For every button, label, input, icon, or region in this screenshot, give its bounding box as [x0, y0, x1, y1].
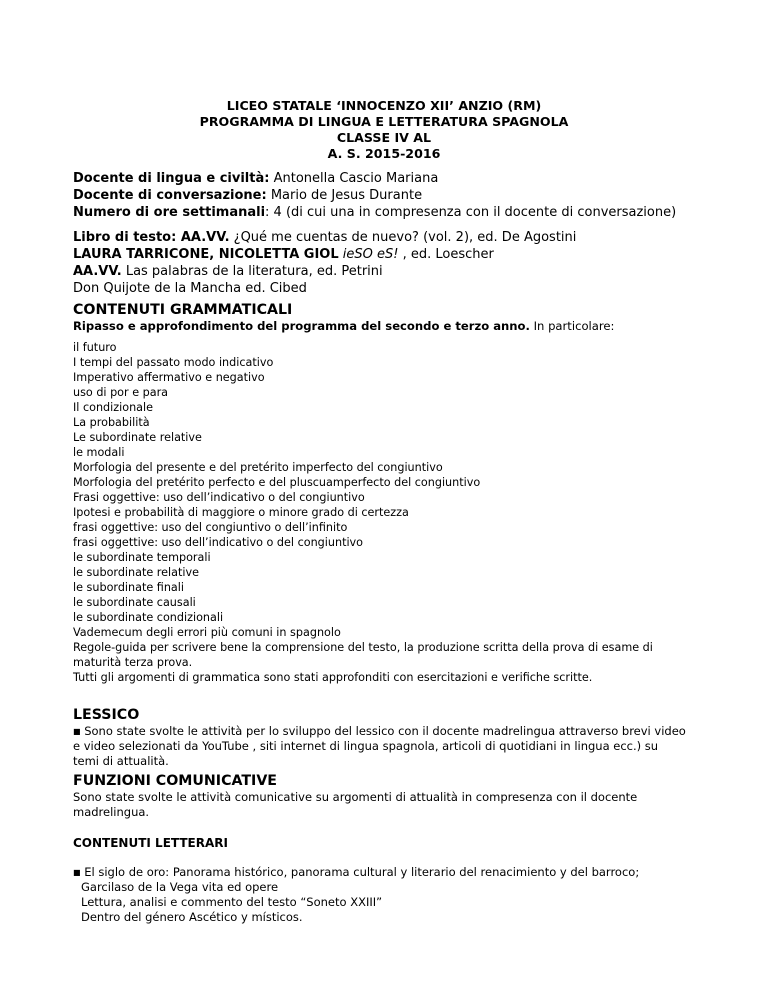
lessico-line [73, 724, 713, 739]
list-item: le subordinate causali [73, 596, 196, 609]
grammatica-intro [73, 319, 713, 334]
book-3-label: AA.VV. [73, 264, 122, 279]
class-label: CLASSE IV AL [336, 130, 432, 145]
square-bullet-icon: ■ [73, 868, 81, 877]
ore-label: Numero di ore settimanali [73, 205, 266, 220]
funzioni-title: FUNZIONI COMUNICATIVE [73, 773, 277, 789]
book-3-value: Las palabras de la literatura, ed. Petrini [121, 264, 383, 279]
letterari-line: Dentro del género Ascético y místicos. [81, 910, 303, 924]
letterari-title: CONTENUTI LETTERARI [73, 836, 228, 850]
list-item: Ipotesi e probabilità di maggiore o minore grado di certezza [73, 506, 409, 519]
list-item: Regole-guida per scrivere bene la comprensione del testo, la produzione scritta della prova di esame di [73, 641, 653, 654]
letterari-section [73, 836, 713, 851]
book-2-authors: LAURA TARRICONE, NICOLETTA GIOL [73, 247, 339, 262]
conversazione-label: Docente di conversazione: [73, 188, 267, 203]
square-bullet-icon: ■ [73, 727, 81, 736]
lessico-line: e video selezionati da YouTube , siti internet di lingua spagnola, articoli di quotidiani in lingua ecc.) su [73, 739, 659, 753]
funzioni-line: madrelingua. [73, 805, 150, 819]
letterari-first-text: El siglo de oro: Panorama histórico, panorama cultural y literario del renacimiento y del barroco; [80, 865, 640, 879]
book-1 [73, 229, 713, 246]
book-4: Don Quijote de la Mancha ed. Cibed [73, 281, 307, 296]
list-item: Morfologia del presente e del pretérito imperfecto del congiuntivo [73, 461, 443, 474]
grammatica-section [73, 301, 713, 334]
grammatica-intro-rest: In particolare: [529, 319, 615, 333]
grammatica-title: CONTENUTI GRAMMATICALI [73, 302, 293, 318]
docente-line [73, 170, 713, 187]
grammatica-list [73, 340, 713, 685]
list-item: le modali [73, 446, 125, 459]
book-2 [73, 246, 713, 263]
program-title: PROGRAMMA DI LINGUA E LETTERATURA SPAGNOLA [199, 114, 569, 129]
ore-value: : 4 (di cui una in compresenza con il docente di conversazione) [265, 205, 677, 220]
lessico-line: temi di attualità. [73, 754, 169, 768]
book-2-title: ieSO eS! [338, 247, 399, 262]
list-item: le subordinate temporali [73, 551, 211, 564]
funzioni-line: Sono state svolte le attività comunicative su argomenti di attualità in compresenza con il docente [73, 790, 638, 804]
letterari-line: Garcilaso de la Vega vita ed opere [81, 880, 279, 894]
list-item: frasi oggettive: uso del congiuntivo o dell’infinito [73, 521, 348, 534]
letterari-content [73, 865, 713, 925]
book-3 [73, 263, 713, 280]
books-section [73, 229, 713, 297]
grammatica-intro-bold: Ripasso e approfondimento del programma del secondo e terzo anno. [73, 319, 530, 333]
list-item: Frasi oggettive: uso dell’indicativo o del congiuntivo [73, 491, 365, 504]
book-1-label: Libro di testo: AA.VV. [73, 230, 230, 245]
list-item: Imperativo affermativo e negativo [73, 371, 265, 384]
list-item: le subordinate condizionali [73, 611, 224, 624]
list-item: Morfologia del pretérito perfecto e del pluscuamperfecto del congiuntivo [73, 476, 481, 489]
book-1-value: ¿Qué me cuentas de nuevo? (vol. 2), ed. De Agostini [229, 230, 577, 245]
docente-label: Docente di lingua e civiltà: [73, 171, 270, 186]
school-name: LICEO STATALE ‘INNOCENZO XII’ ANZIO (RM) [226, 98, 542, 113]
funzioni-text [73, 790, 713, 820]
ore-line [73, 204, 713, 221]
school-year: A. S. 2015-2016 [327, 146, 441, 161]
list-item: le subordinate relative [73, 566, 199, 579]
docente-value: Antonella Cascio Mariana [269, 171, 439, 186]
list-item: I tempi del passato modo indicativo [73, 356, 274, 369]
document-header [0, 98, 768, 162]
list-item: maturità terza prova. [73, 656, 193, 669]
funzioni-section [73, 772, 713, 820]
letterari-first-line [73, 865, 713, 880]
conversazione-value: Mario de Jesus Durante [266, 188, 423, 203]
list-item: uso di por e para [73, 386, 169, 399]
list-item: Vademecum degli errori più comuni in spagnolo [73, 626, 341, 639]
list-item: le subordinate finali [73, 581, 185, 594]
lessico-line-text: Sono state svolte le attività per lo sviluppo del lessico con il docente madrelingua attraverso brevi video [80, 724, 686, 738]
letterari-line: Lettura, analisi e commento del testo “Soneto XXIII” [81, 895, 383, 909]
list-item: Il condizionale [73, 401, 154, 414]
list-item: frasi oggettive: uso dell’indicativo o del congiuntivo [73, 536, 364, 549]
list-item: Tutti gli argomenti di grammatica sono stati approfonditi con esercitazioni e verifiche scritte. [73, 671, 593, 684]
list-item: Le subordinate relative [73, 431, 202, 444]
list-item: il futuro [73, 341, 117, 354]
teachers-section [73, 170, 713, 221]
lessico-section [73, 706, 713, 769]
book-2-value: , ed. Loescher [398, 247, 494, 262]
list-item: La probabilità [73, 416, 150, 429]
lessico-text [73, 724, 713, 769]
lessico-title: LESSICO [73, 707, 140, 723]
conversazione-line [73, 187, 713, 204]
